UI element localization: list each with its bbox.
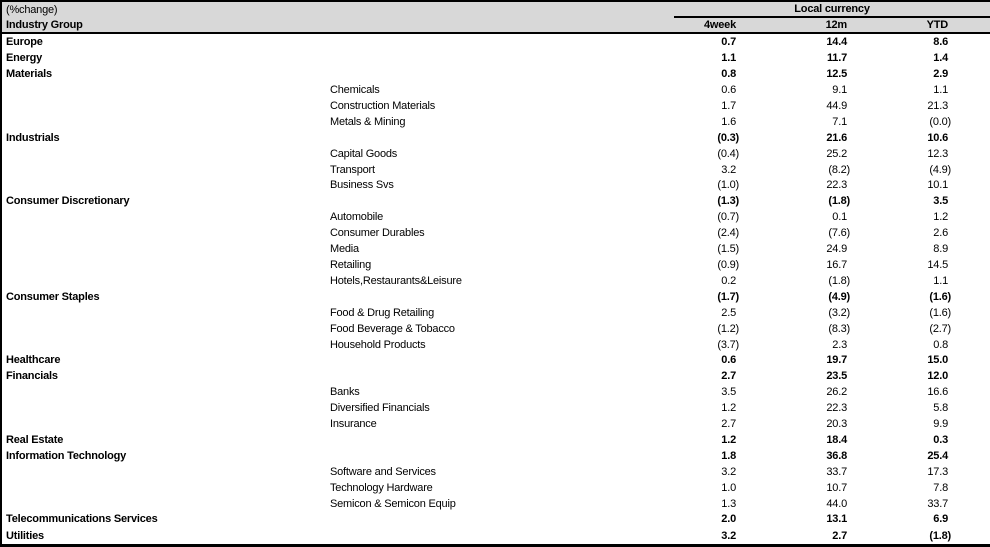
table-row	[1, 130, 990, 146]
value-cell-12m: 0.1	[832, 211, 847, 224]
value-cell-12m: 16.7	[826, 258, 847, 271]
value-cell-12m: 33.7	[826, 465, 847, 478]
table-row	[1, 527, 990, 545]
table-row	[1, 289, 990, 305]
sector-label: Information Technology	[6, 449, 127, 462]
value-cell-4week: 3.5	[721, 386, 736, 399]
value-cell-12m: 14.4	[826, 36, 847, 49]
value-cell-12m: (8.3)	[828, 322, 850, 335]
row-spacer	[951, 193, 990, 209]
col-header-4week: 4week	[674, 17, 739, 33]
row-spacer	[951, 273, 990, 289]
value-cell-ytd: (4.9)	[929, 163, 951, 176]
value-cell-ytd: 0.8	[933, 338, 948, 351]
value-cell-ytd: (1.6)	[929, 306, 951, 319]
industry-label: Construction Materials	[330, 99, 436, 112]
row-spacer	[951, 496, 990, 512]
value-cell-4week: 1.2	[721, 433, 736, 446]
value-cell-12m: 22.3	[826, 402, 847, 415]
value-cell-12m: (3.2)	[828, 306, 850, 319]
value-cell-ytd: 2.6	[933, 227, 948, 240]
value-cell-12m: 2.3	[832, 338, 847, 351]
sector-label: Financials	[6, 370, 58, 383]
value-cell-ytd: 8.9	[933, 243, 948, 256]
row-spacer	[951, 512, 990, 528]
table-row	[1, 33, 990, 50]
value-cell-ytd: 12.0	[927, 370, 948, 383]
sector-label: Consumer Staples	[6, 290, 100, 303]
table-row	[1, 321, 990, 337]
industry-label: Food Beverage & Tobacco	[330, 322, 455, 335]
value-cell-ytd: 10.1	[927, 179, 948, 192]
sector-label: Utilities	[6, 529, 44, 542]
value-cell-12m: 44.9	[826, 99, 847, 112]
row-spacer	[951, 337, 990, 353]
value-cell-ytd: 1.4	[933, 52, 948, 65]
value-cell-4week: (0.3)	[717, 131, 739, 144]
value-cell-4week: 1.7	[721, 99, 736, 112]
value-cell-12m: 13.1	[826, 513, 847, 526]
row-spacer	[951, 209, 990, 225]
value-cell-12m: 18.4	[826, 433, 847, 446]
row-spacer	[951, 146, 990, 162]
value-cell-12m: 44.0	[826, 497, 847, 510]
value-cell-12m: 25.2	[826, 147, 847, 160]
row-spacer	[951, 384, 990, 400]
industry-label: Banks	[330, 386, 360, 399]
value-cell-ytd: 1.2	[933, 211, 948, 224]
local-currency-group-header: Local currency	[674, 1, 990, 17]
value-cell-4week: 0.2	[721, 274, 736, 287]
industry-label: Automobile	[330, 211, 384, 224]
row-spacer	[951, 464, 990, 480]
value-cell-4week: 1.0	[721, 481, 736, 494]
row-spacer	[951, 416, 990, 432]
row-spacer	[951, 321, 990, 337]
value-cell-4week: 1.2	[721, 402, 736, 415]
value-cell-ytd: 1.1	[933, 274, 948, 287]
value-cell-12m: (1.8)	[828, 195, 850, 208]
value-cell-12m: 26.2	[826, 386, 847, 399]
value-cell-4week: (1.2)	[717, 322, 739, 335]
value-cell-ytd: 8.6	[933, 36, 948, 49]
value-cell-12m: 24.9	[826, 243, 847, 256]
value-cell-4week: 1.1	[721, 52, 736, 65]
col-header-12m: 12m	[739, 17, 850, 33]
table-body	[1, 33, 990, 546]
table-row	[1, 209, 990, 225]
table-row	[1, 162, 990, 178]
value-cell-4week: (3.7)	[717, 338, 739, 351]
value-cell-4week: 3.2	[721, 465, 736, 478]
value-cell-ytd: 21.3	[927, 99, 948, 112]
value-cell-4week: 0.6	[721, 354, 736, 367]
sector-label: Materials	[6, 68, 52, 81]
table-row	[1, 177, 990, 193]
value-cell-ytd: (1.6)	[929, 290, 951, 303]
table-header	[1, 1, 990, 33]
sector-label: Healthcare	[6, 354, 61, 367]
value-cell-4week: 3.2	[721, 529, 736, 542]
table-row	[1, 98, 990, 114]
value-cell-ytd: (1.8)	[929, 529, 951, 542]
row-spacer	[951, 50, 990, 66]
header-row-columns	[1, 17, 990, 33]
row-spacer	[951, 177, 990, 193]
industry-label: Technology Hardware	[330, 481, 433, 494]
table-row	[1, 464, 990, 480]
value-cell-4week: 0.6	[721, 84, 736, 96]
value-cell-ytd: 16.6	[927, 386, 948, 399]
industry-label: Food & Drug Retailing	[330, 306, 435, 319]
value-cell-4week: (2.4)	[717, 227, 739, 240]
value-cell-ytd: (2.7)	[929, 322, 951, 335]
value-cell-ytd: 12.3	[927, 147, 948, 160]
row-spacer	[951, 162, 990, 178]
table-row	[1, 66, 990, 82]
table-row	[1, 273, 990, 289]
table-row	[1, 82, 990, 98]
table-row	[1, 432, 990, 448]
value-cell-ytd: 14.5	[927, 258, 948, 271]
row-spacer	[951, 82, 990, 98]
table-row	[1, 512, 990, 528]
industry-label: Insurance	[330, 418, 377, 431]
value-cell-ytd: 9.9	[933, 418, 948, 431]
industry-label: Software and Services	[330, 465, 436, 478]
value-cell-ytd: 17.3	[927, 465, 948, 478]
value-cell-4week: 1.6	[721, 115, 736, 128]
value-cell-12m: 20.3	[826, 418, 847, 431]
table-row	[1, 305, 990, 321]
industry-label: Capital Goods	[330, 147, 398, 160]
value-cell-12m: 36.8	[826, 449, 847, 462]
row-spacer	[951, 66, 990, 82]
industry-group-header: Industry Group	[1, 17, 674, 33]
value-cell-4week: (0.7)	[717, 211, 739, 224]
table-row	[1, 352, 990, 368]
value-cell-4week: (1.0)	[717, 179, 739, 192]
table-row	[1, 50, 990, 66]
value-cell-12m: (8.2)	[828, 163, 850, 176]
value-cell-ytd: (0.0)	[929, 115, 951, 128]
table-row	[1, 496, 990, 512]
row-spacer	[951, 257, 990, 273]
value-cell-12m: (7.6)	[828, 227, 850, 240]
row-spacer	[951, 98, 990, 114]
value-cell-12m: (4.9)	[828, 290, 850, 303]
value-cell-4week: 1.3	[721, 497, 736, 510]
row-spacer	[951, 225, 990, 241]
sector-label: Europe	[6, 36, 43, 49]
value-cell-12m: 23.5	[826, 370, 847, 383]
value-cell-12m: 9.1	[832, 84, 847, 96]
value-cell-4week: 2.7	[721, 418, 736, 431]
table-row	[1, 337, 990, 353]
value-cell-4week: (1.7)	[717, 290, 739, 303]
row-spacer	[951, 305, 990, 321]
industry-label: Semicon & Semicon Equip	[330, 497, 456, 510]
value-cell-4week: 2.0	[721, 513, 736, 526]
value-cell-ytd: 25.4	[927, 449, 948, 462]
row-spacer	[951, 352, 990, 368]
row-spacer	[951, 33, 990, 50]
table-row	[1, 480, 990, 496]
sector-label: Industrials	[6, 131, 60, 144]
value-cell-4week: (0.4)	[717, 147, 739, 160]
value-cell-4week: 2.7	[721, 370, 736, 383]
industry-label: Metals & Mining	[330, 115, 406, 128]
industry-label: Business Svs	[330, 179, 394, 192]
industry-label: Diversified Financials	[330, 402, 430, 415]
row-spacer	[951, 527, 990, 545]
value-cell-4week: 0.7	[721, 36, 736, 49]
table-row	[1, 193, 990, 209]
table-row	[1, 225, 990, 241]
pct-change-label: (%change)	[6, 3, 58, 16]
sector-label: Consumer Discretionary	[6, 195, 130, 208]
value-cell-4week: 1.8	[721, 449, 736, 462]
industry-label: Consumer Durables	[330, 227, 425, 240]
sector-label: Telecommunications Services	[6, 513, 158, 526]
industry-label: Chemicals	[330, 84, 380, 96]
value-cell-ytd: 3.5	[933, 195, 948, 208]
value-cell-4week: (1.5)	[717, 243, 739, 256]
row-spacer	[951, 432, 990, 448]
value-cell-12m: 10.7	[826, 481, 847, 494]
value-cell-ytd: 0.3	[933, 433, 948, 446]
value-cell-ytd: 2.9	[933, 68, 948, 81]
row-spacer	[951, 400, 990, 416]
value-cell-12m: 12.5	[826, 68, 847, 81]
table-row	[1, 257, 990, 273]
value-cell-ytd: 7.8	[933, 481, 948, 494]
table-row	[1, 114, 990, 130]
value-cell-4week: (1.3)	[717, 195, 739, 208]
col-header-ytd: YTD	[850, 17, 951, 33]
value-cell-12m: 22.3	[826, 179, 847, 192]
value-cell-12m: 21.6	[826, 131, 847, 144]
row-spacer	[951, 448, 990, 464]
value-cell-ytd: 5.8	[933, 402, 948, 415]
value-cell-12m: 11.7	[826, 52, 847, 65]
header-row-top	[1, 1, 990, 17]
value-cell-ytd: 1.1	[933, 84, 948, 96]
table-row	[1, 241, 990, 257]
value-cell-ytd: 10.6	[927, 131, 948, 144]
value-cell-12m: 19.7	[826, 354, 847, 367]
value-cell-ytd: 6.9	[933, 513, 948, 526]
table-row	[1, 146, 990, 162]
value-cell-4week: (0.9)	[717, 258, 739, 271]
industry-label: Hotels,Restaurants&Leisure	[330, 274, 462, 287]
table-row	[1, 448, 990, 464]
industry-label: Retailing	[330, 258, 372, 271]
sector-label: Energy	[6, 52, 43, 65]
value-cell-4week: 3.2	[721, 163, 736, 176]
row-spacer	[951, 130, 990, 146]
table-row	[1, 368, 990, 384]
industry-label: Transport	[330, 163, 375, 176]
row-spacer	[951, 368, 990, 384]
value-cell-12m: 2.7	[832, 529, 847, 542]
row-spacer	[951, 480, 990, 496]
industry-label: Media	[330, 243, 359, 256]
table-row	[1, 384, 990, 400]
table-row	[1, 400, 990, 416]
value-cell-4week: 0.8	[721, 68, 736, 81]
row-spacer	[951, 289, 990, 305]
value-cell-ytd: 15.0	[927, 354, 948, 367]
value-cell-ytd: 33.7	[927, 497, 948, 510]
value-cell-12m: (1.8)	[828, 274, 850, 287]
header-spacer	[951, 17, 990, 33]
sector-label: Real Estate	[6, 433, 64, 446]
value-cell-12m: 7.1	[832, 115, 847, 128]
row-spacer	[951, 241, 990, 257]
industry-label: Household Products	[330, 338, 426, 351]
table-row	[1, 416, 990, 432]
value-cell-4week: 2.5	[721, 306, 736, 319]
row-spacer	[951, 114, 990, 130]
